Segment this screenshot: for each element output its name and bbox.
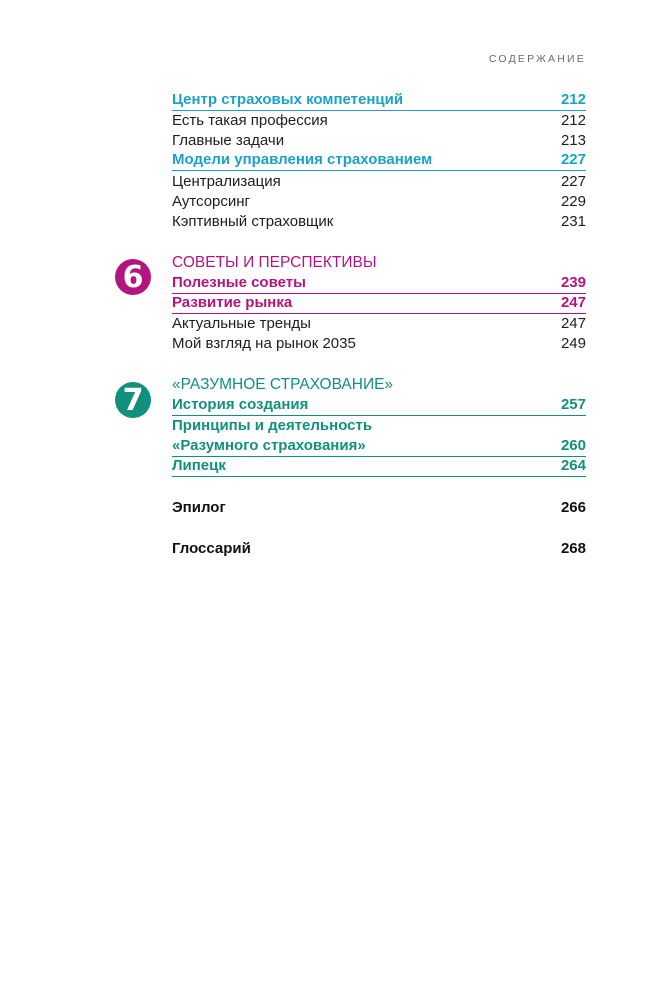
toc-entry-page: 260	[560, 437, 586, 454]
toc-entry-title: Полезные советы	[172, 274, 306, 291]
chapter-title-text: СОВЕТЫ И ПЕРСПЕКТИВЫ	[172, 254, 377, 271]
toc-entry-page: 231	[560, 213, 586, 230]
toc-entry-profession[interactable]	[172, 111, 586, 131]
toc-entry-title: Централизация	[172, 173, 281, 190]
toc-entry-title: Аутсорсинг	[172, 193, 251, 210]
chapter-6-number-badge: 6	[115, 259, 151, 295]
toc-entry-useful-tips[interactable]	[172, 273, 586, 294]
toc-entry-title: Развитие рынка	[172, 294, 293, 311]
toc-entry-page: 268	[560, 540, 586, 557]
toc-entry-title: Кэптивный страховщик	[172, 213, 334, 230]
toc-entry-page: 266	[560, 499, 586, 516]
toc-entry-title: Есть такая профессия	[172, 112, 328, 129]
toc-entry-title: Эпилог	[172, 499, 226, 516]
toc-entry-principles-line2[interactable]	[172, 436, 586, 457]
toc-entry-page: 249	[560, 335, 586, 352]
toc-entry-history[interactable]	[172, 395, 586, 416]
toc-entry-title: Актуальные тренды	[172, 315, 311, 332]
toc-entry-page: 247	[560, 294, 586, 311]
toc-entry-title: Центр страховых компетенций	[172, 91, 404, 108]
toc-entry-page: 239	[560, 274, 586, 291]
toc-entry-management-models[interactable]	[172, 150, 586, 171]
toc-entry-page: 213	[560, 132, 586, 149]
chapter-7-number-badge: 7	[115, 382, 151, 418]
toc-entry-title: История создания	[172, 396, 309, 413]
toc-entry-glossary[interactable]	[172, 539, 586, 559]
toc-entry-title: Мой взгляд на рынок 2035	[172, 335, 356, 352]
toc-entry-title: Главные задачи	[172, 132, 285, 149]
toc-entry-main-tasks[interactable]	[172, 131, 586, 151]
toc-entry-title: Липецк	[172, 457, 226, 474]
toc-entry-title: Глоссарий	[172, 540, 251, 557]
toc-entry-title: Модели управления страхованием	[172, 151, 433, 168]
toc-entry-captive-insurer[interactable]	[172, 212, 586, 232]
toc-entry-principles-line1[interactable]	[172, 416, 586, 436]
toc-entry-insurance-competence-center[interactable]	[172, 90, 586, 111]
toc-entry-epilogue[interactable]	[172, 498, 586, 518]
toc-entry-page: 257	[560, 396, 586, 413]
toc-entry-page: 227	[560, 173, 586, 190]
toc-entry-outsourcing[interactable]	[172, 192, 586, 212]
running-header: СОДЕРЖАНИЕ	[488, 53, 586, 65]
toc-entry-page: 247	[560, 315, 586, 332]
toc-entry-page: 227	[560, 151, 586, 168]
toc-entry-page: 212	[560, 91, 586, 108]
chapter-7-title[interactable]	[172, 375, 586, 395]
toc-entry-title: «Разумного страхования»	[172, 437, 366, 454]
toc-entry-market-2035[interactable]	[172, 334, 586, 354]
toc-entry-current-trends[interactable]	[172, 314, 586, 334]
chapter-title-text: «РАЗУМНОЕ СТРАХОВАНИЕ»	[172, 376, 394, 393]
toc-entry-page: 229	[560, 193, 586, 210]
toc-entry-lipetsk[interactable]	[172, 456, 586, 477]
toc-entry-centralization[interactable]	[172, 172, 586, 192]
toc-entry-title: Принципы и деятельность	[172, 417, 373, 434]
toc-entry-page: 264	[560, 457, 586, 474]
toc-entry-market-development[interactable]	[172, 293, 586, 314]
chapter-6-title[interactable]	[172, 253, 586, 273]
toc-entry-page: 212	[560, 112, 586, 129]
